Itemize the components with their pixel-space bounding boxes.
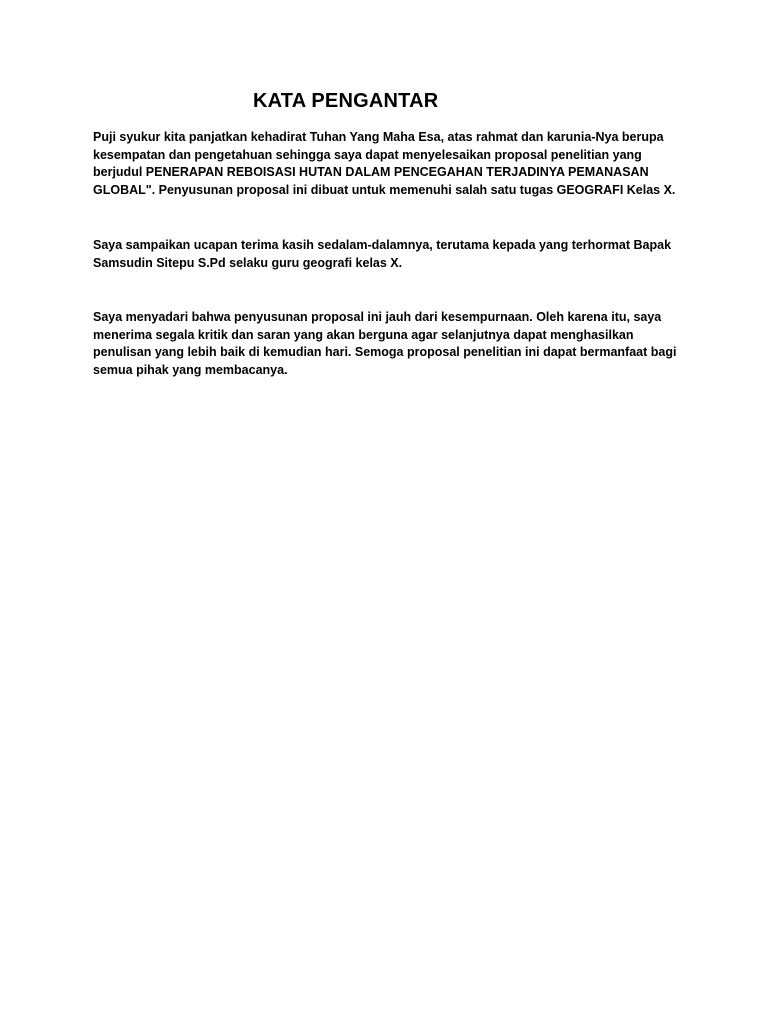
paragraph-line: berjudul PENERAPAN REBOISASI HUTAN DALAM PENCEGAHAN TERJADINYA PEMANASAN [93,165,649,180]
document-title: KATA PENGANTAR [253,90,439,112]
paragraph-line: GLOBAL". Penyusunan proposal ini dibuat untuk memenuhi salah satu tugas GEOGRAFI Kelas X. [93,182,676,197]
paragraph-closing [93,309,683,379]
paragraph-line: kesempatan dan pengetahuan sehingga saya dapat menyelesaikan proposal penelitian yang [93,147,642,162]
paragraph-line: penulisan yang lebih baik di kemudian hari. Semoga proposal penelitian ini dapat bermanfaat bagi [93,345,677,360]
paragraph-line: menerima segala kritik dan saran yang akan berguna agar selanjutnya dapat menghasilkan [93,327,634,342]
paragraph-line: Saya menyadari bahwa penyusunan proposal ini jauh dari kesempurnaan. Oleh karena itu, saya [93,310,662,324]
paragraph-line: semua pihak yang membacanya. [93,362,288,377]
paragraph-gratitude [93,129,683,199]
paragraph-thanks [93,237,683,272]
paragraph-line: Puji syukur kita panjatkan kehadirat Tuhan Yang Maha Esa, atas rahmat dan karunia-Nya berupa [93,130,664,144]
paragraph-line: Samsudin Sitepu S.Pd selaku guru geografi kelas X. [93,255,403,270]
paragraph-line: Saya sampaikan ucapan terima kasih sedalam-dalamnya, terutama kepada yang terhormat Bapak [93,238,672,252]
